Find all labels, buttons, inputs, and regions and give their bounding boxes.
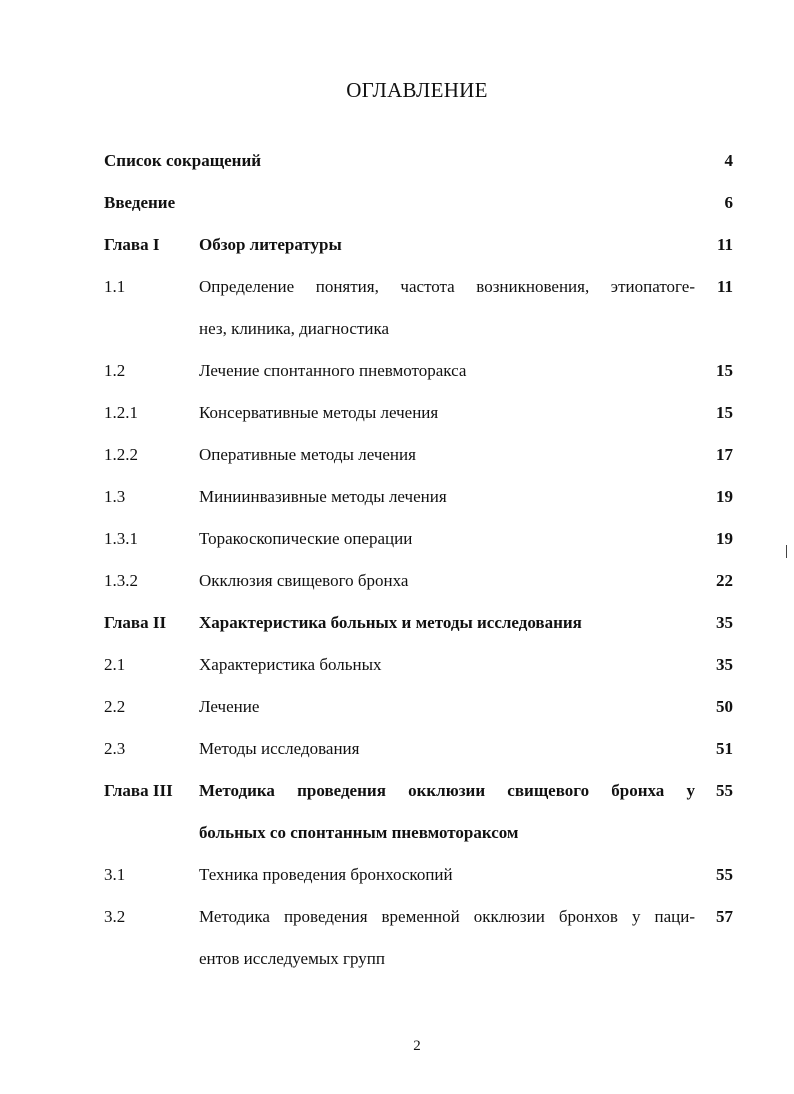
toc-entry-page: 35 <box>716 655 733 674</box>
page-number: 2 <box>413 1038 421 1054</box>
toc-section-1-2-2[interactable] <box>0 440 794 470</box>
toc-entry-title: Обзор литературы <box>199 235 342 254</box>
toc-entry-number: Глава I <box>104 235 160 254</box>
toc-entry-page: 17 <box>716 445 733 464</box>
toc-entry-page: 15 <box>716 403 733 422</box>
toc-entry-number: Глава III <box>104 781 173 800</box>
toc-entry-number: 1.2 <box>104 361 126 380</box>
toc-section-1-3-1[interactable] <box>0 524 794 554</box>
toc-entry-page: 6 <box>724 193 733 212</box>
toc-entry-title: Методы исследования <box>199 739 360 758</box>
toc-section-1-2-1[interactable] <box>0 398 794 428</box>
toc-section-2-2[interactable] <box>0 692 794 722</box>
toc-entry-title: Лечение <box>199 697 260 716</box>
toc-chapter-1[interactable] <box>0 230 794 260</box>
toc-entry-number: 1.2.1 <box>104 403 138 422</box>
toc-entry-number: 3.2 <box>104 907 126 926</box>
toc-entry-title: Миниинвазивные методы лечения <box>199 487 447 506</box>
toc-entry-page: 11 <box>716 235 733 254</box>
toc-entry-title: Определение понятия, частота возникновения, этиопатоге- <box>199 277 695 296</box>
toc-entry-number: 2.3 <box>104 739 126 758</box>
toc-entry-title-continuation: больных со спонтанным пневмотораксом <box>199 823 519 842</box>
toc-entry-page: 35 <box>716 613 733 632</box>
toc-entry-page: 15 <box>716 361 733 380</box>
toc-entry-introduction[interactable] <box>0 188 794 218</box>
toc-entry-title: Консервативные методы лечения <box>199 403 439 422</box>
toc-entry-title: Техника проведения бронхоскопий <box>199 865 453 884</box>
toc-section-1-3-2[interactable] <box>0 566 794 596</box>
toc-entry-number: 1.3.1 <box>104 529 138 548</box>
toc-entry-page: 55 <box>716 781 733 800</box>
toc-entry-title-continuation: нез, клиника, диагностика <box>199 319 390 338</box>
scan-artifact-mark <box>786 545 787 558</box>
toc-entry-title: Окклюзия свищевого бронха <box>199 571 409 590</box>
toc-section-3-2[interactable] <box>0 902 794 932</box>
toc-chapter-3[interactable] <box>0 776 794 806</box>
toc-entry-title: Торакоскопические операции <box>199 529 413 548</box>
toc-entry-title: Оперативные методы лечения <box>199 445 416 464</box>
toc-entry-page: 22 <box>716 571 733 590</box>
toc-entry-number: 1.1 <box>104 277 126 296</box>
toc-chapter-2[interactable] <box>0 608 794 638</box>
toc-entry-number: 1.2.2 <box>104 445 138 464</box>
toc-entry-page: 19 <box>716 487 733 506</box>
toc-entry-page: 50 <box>716 697 733 716</box>
toc-entry-title: Характеристика больных и методы исследования <box>199 613 582 632</box>
toc-entry-title-continuation: ентов исследуемых групп <box>199 949 385 968</box>
toc-entry-number: 2.1 <box>104 655 126 674</box>
toc-section-2-3[interactable] <box>0 734 794 764</box>
toc-entry-title: Лечение спонтанного пневмоторакса <box>199 361 467 380</box>
toc-section-3-1[interactable] <box>0 860 794 890</box>
toc-entry-page: 55 <box>716 865 733 884</box>
toc-entry-page: 57 <box>716 907 733 926</box>
toc-entry-number: 1.3.2 <box>104 571 138 590</box>
toc-entry-page: 11 <box>716 277 733 296</box>
toc-section-1-1[interactable] <box>0 272 794 302</box>
toc-entry-number: 2.2 <box>104 697 126 716</box>
toc-entry-title: Характеристика больных <box>199 655 382 674</box>
toc-entry-abbreviations[interactable] <box>0 146 794 176</box>
toc-entry-page: 19 <box>716 529 733 548</box>
toc-entry-page: 51 <box>716 739 733 758</box>
toc-entry-title: Методика проведения временной окклюзии бронхов у паци- <box>199 907 695 926</box>
toc-entry-page: 4 <box>724 151 733 170</box>
toc-section-1-2[interactable] <box>0 356 794 386</box>
toc-entry-number: 3.1 <box>104 865 126 884</box>
toc-entry-title: Методика проведения окклюзии свищевого бронха у <box>199 781 695 800</box>
toc-section-1-3[interactable] <box>0 482 794 512</box>
page-title: ОГЛАВЛЕНИЕ <box>346 78 488 102</box>
toc-entry-number: 1.3 <box>104 487 126 506</box>
toc-entry-label: Введение <box>104 193 176 212</box>
toc-section-2-1[interactable] <box>0 650 794 680</box>
toc-entry-label: Список сокращений <box>104 151 262 170</box>
toc-entry-number: Глава II <box>104 613 167 632</box>
